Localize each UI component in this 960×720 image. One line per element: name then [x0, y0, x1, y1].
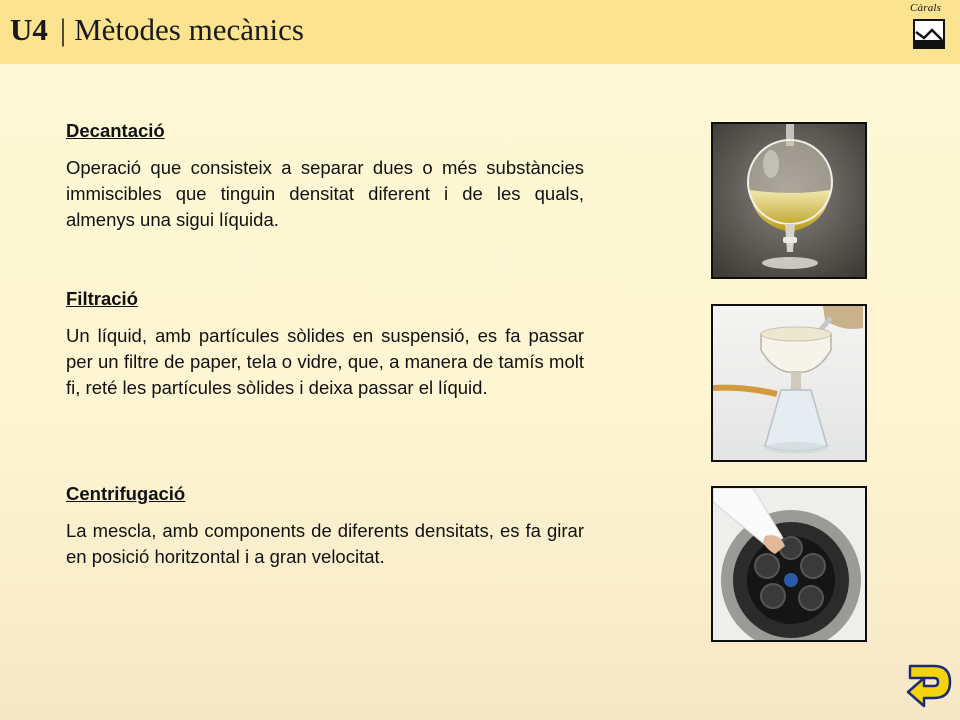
publisher-logo — [906, 2, 950, 52]
section-text: Operació que consisteix a separar dues o més substàncies immiscibles que tinguin densitat diferent i de les quals, almenys una sigui líquida. — [66, 157, 584, 230]
title-text: Mètodes mecànics — [74, 12, 304, 47]
page-title — [10, 12, 304, 48]
unit-label: U4 — [10, 12, 48, 47]
logo-chart-icon — [906, 2, 950, 52]
title-separator: | — [59, 12, 67, 47]
section-title: Centrifugació — [66, 483, 186, 504]
section-filtracio — [66, 288, 584, 401]
separatory-funnel-photo — [711, 122, 867, 279]
section-text: Un líquid, amb partícules sòlides en suspensió, es fa passar per un filtre de paper, tela o vidre, que, a manera de tamís molt fi, reté les partícules sòlides i deixa passar el líquid. — [66, 325, 584, 398]
section-decantacio — [66, 120, 584, 233]
centrifuge-illustration — [713, 488, 865, 640]
back-button[interactable] — [904, 660, 954, 708]
section-centrifugacio — [66, 483, 584, 570]
section-text: La mescla, amb components de diferents densitats, es fa girar en posició horitzontal i a gran velocitat. — [66, 520, 584, 567]
logo-text: Càrals — [910, 2, 942, 14]
centrifuge-photo — [711, 486, 867, 642]
section-title: Filtració — [66, 288, 138, 309]
return-arrow-icon — [904, 660, 954, 708]
separatory-funnel-illustration — [713, 124, 865, 277]
filtration-funnel-illustration — [713, 306, 865, 460]
section-title: Decantació — [66, 120, 165, 141]
filtration-funnel-photo — [711, 304, 867, 462]
header-bar — [0, 0, 960, 64]
